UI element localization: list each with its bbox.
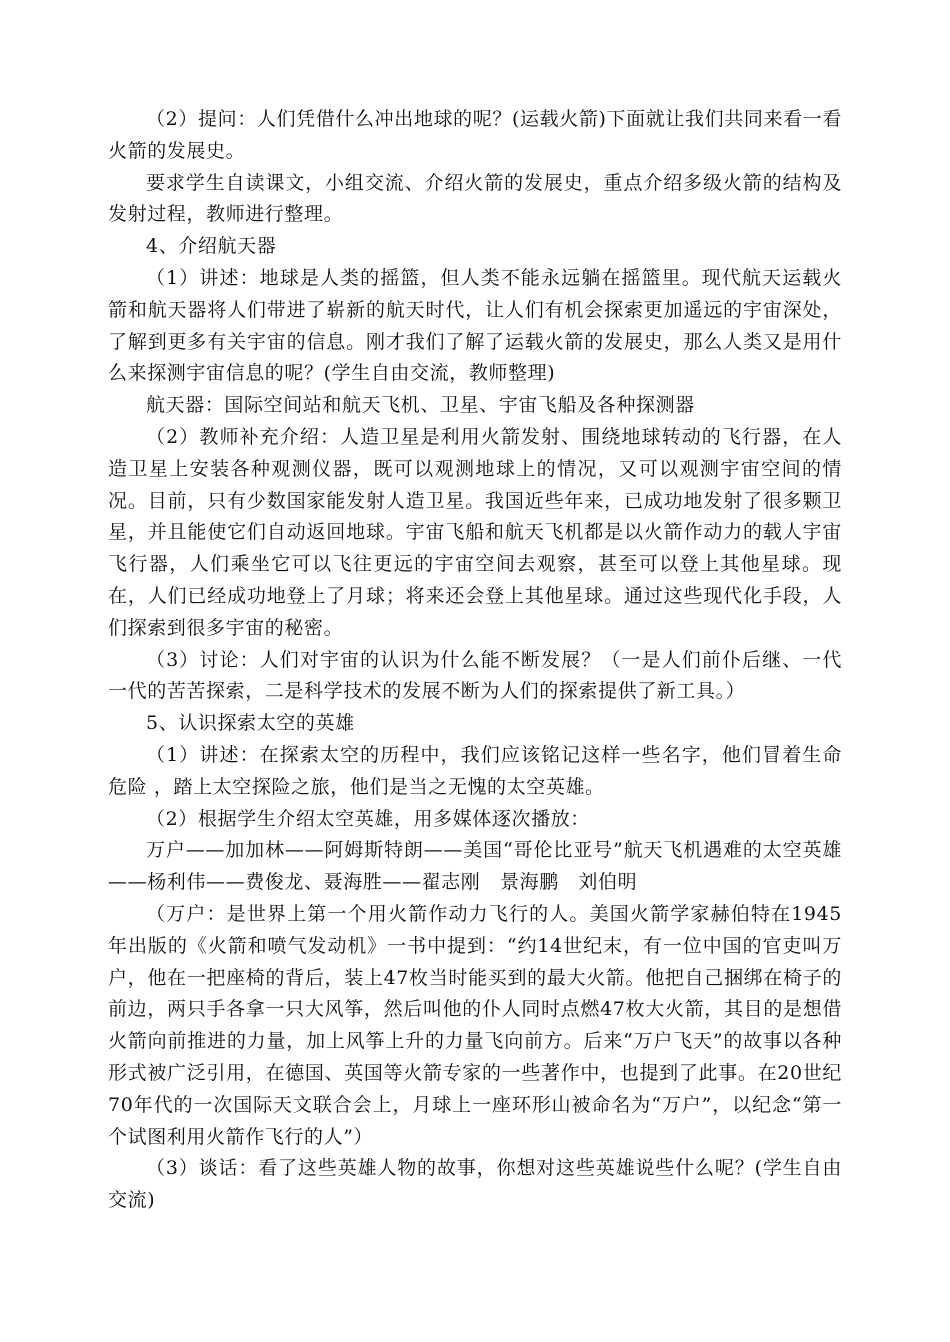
paragraph-question-rocket: （2）提问：人们凭借什么冲出地球的呢？(运载火箭)下面就让我们共同来看一看火箭的发展史。 — [108, 108, 842, 162]
paragraph-multimedia: （2）根据学生介绍太空英雄，用多媒体逐次播放： — [146, 807, 590, 830]
paragraph-wanhu-story: （万户：是世界上第一个用火箭作动力飞行的人。美国火箭学家赫伯特在1945年出版的《火箭和喷气发动机》一书中提到：“约14世纪末，有一位中国的官吏叫万户，他在一把座椅的背后，装上47枚当时能买到的最大火箭。他把自己捆绑在椅子的前边，两只手各拿一只大风筝，然后叫他的仆人同时点燃47枚大火箭，其目的是想借火箭向前推进的力量，加上风筝上升的力量飞向前方。后来“万户飞天”的故事以各种形式被广泛引用，在德国、英国等火箭专家的一些著作中，也提到了此事。在20世纪70年代的一次国际天文联合会上，月球上一座环形山被命名为“万户”，以纪念“第一个试图利用火箭作飞行的人”） — [108, 902, 842, 1148]
paragraph-talk: （3）谈话：看了这些英雄人物的故事，你想对这些英雄说些什么呢？(学生自由交流) — [108, 1157, 842, 1212]
paragraph-narration-cradle: （1）讲述：地球是人类的摇篮，但人类不能永远躺在摇篮里。现代航天运载火箭和航天器将人们带进了崭新的航天时代，让人们有机会探索更加遥远的宇宙深处，了解到更多有关宇宙的信息。刚才我们了解了运载火箭的发展史，那么人类又是用什么来探测宇宙信息的呢？(学生自由交流，教师整理) — [108, 266, 842, 385]
section-heading-heroes: 5、认识探索太空的英雄 — [146, 712, 355, 735]
paragraph-hero-names: 万户——加加林——阿姆斯特朗——美国“哥伦比亚号”航天飞机遇难的太空英雄——杨利伟——费俊龙、聂海胜——翟志刚 景海鹏 刘伯明 — [108, 839, 842, 894]
paragraph-student-reading: 要求学生自读课文，小组交流、介绍火箭的发展史，重点介绍多级火箭的结构及发射过程，教师进行整理。 — [108, 171, 842, 226]
document-body — [108, 104, 842, 1217]
paragraph-teacher-supplement: （2）教师补充介绍：人造卫星是利用火箭发射、围绕地球转动的飞行器，在人造卫星上安装各种观测仪器，既可以观测地球上的情况，又可以观测宇宙空间的情况。目前，只有少数国家能发射人造卫星。我国近些年来，已成功地发射了很多颗卫星，并且能使它们自动返回地球。宇宙飞船和航天飞机都是以火箭作动力的载人宇宙飞行器，人们乘坐它可以飞往更远的宇宙空间去观察，甚至可以登上其他星球。现在，人们已经成功地登上了月球；将来还会登上其他星球。通过这些现代化手段，人们探索到很多宇宙的秘密。 — [108, 425, 842, 639]
paragraph-discussion: （3）讨论：人们对宇宙的认识为什么能不断发展？（一是人们前仆后继、一代一代的苦苦探索，二是科学技术的发展不断为人们的探索提供了新工具。） — [108, 648, 842, 703]
paragraph-spacecraft-list: 航天器：国际空间站和航天飞机、卫星、宇宙飞船及各种探测器 — [146, 394, 695, 417]
paragraph-narration-heroes: （1）讲述：在探索太空的历程中，我们应该铭记这样一些名字，他们冒着生命危险 ，踏上太空探险之旅，他们是当之无愧的太空英雄。 — [108, 743, 842, 798]
section-heading-spacecraft: 4、介绍航天器 — [146, 235, 277, 258]
